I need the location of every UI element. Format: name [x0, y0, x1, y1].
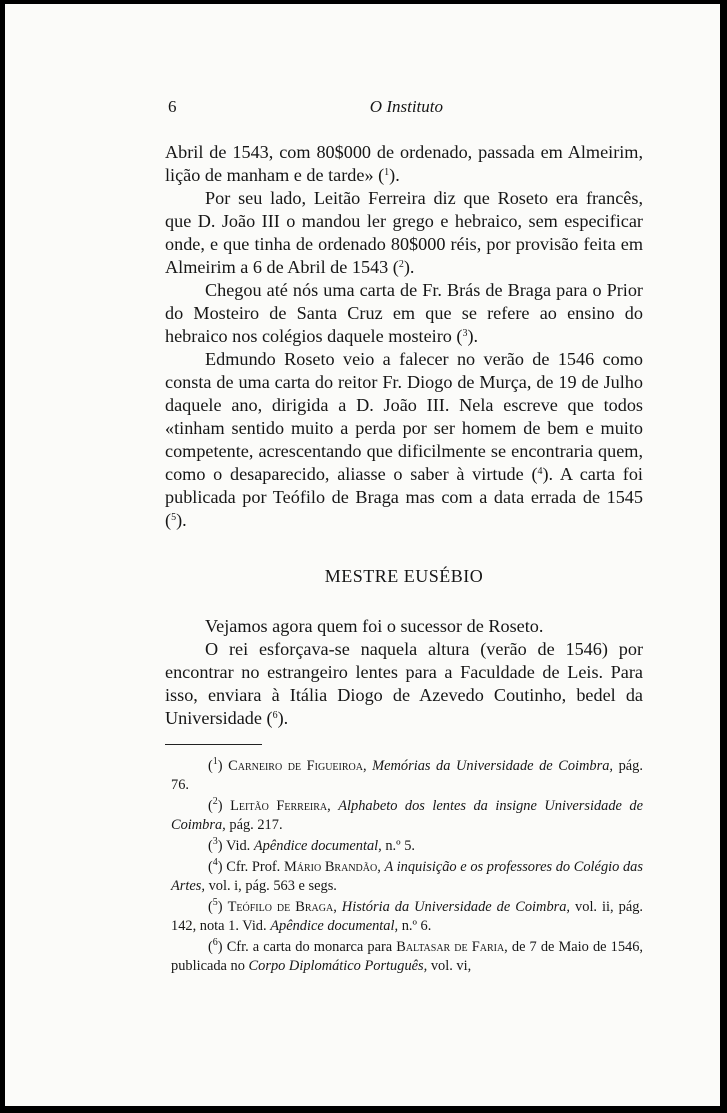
footnote-divider [165, 744, 262, 745]
footnote: ($^5$) Teófilo de Braga, História da Universidade de Coimbra, vol. ii, pág. 142, nota 1. Vid. Apêndice documental, n.º 6. [171, 897, 643, 934]
paragraph: Abril de 1543, com 80$000 de ordenado, passada em Almeirim, lição de manham e de tarde» ($^1$). [165, 142, 643, 185]
paragraph: O rei esforçava-se naquela altura (verão de 1546) por encontrar no estrangeiro lentes para a Faculdade de Leis. Para isso, enviara à Itália Diogo de Azevedo Coutinho, bedel da Universidade ($^6$). [165, 639, 643, 728]
running-title: O Instituto [369, 97, 443, 116]
main-text [165, 141, 643, 532]
footnote-ref[interactable]: 4 [537, 466, 543, 477]
paragraph: Chegou até nós uma carta de Fr. Brás de Braga para o Prior do Mosteiro de Santa Cruz em que se refere ao ensino do hebraico nos colégios daquele mosteiro ($^3$). [165, 280, 643, 346]
section-heading: MESTRE EUSÉBIO [324, 566, 484, 586]
paragraph: Edmundo Roseto veio a falecer no verão de 1546 como consta de uma carta do reitor Fr. Diogo de Murça, de 19 de Julho daquele ano, dirigida a D. João III. Nela escreve que todos «tinham sentido muito a perda por ser homem de bem e muito competente, acrescentando que dificilmente se encontraria quem, como o desaparecido, aliasse o saber à virtude ($^4$). A carta foi publicada por Teófilo de Braga mas com a data errada de 1545 ($^5$). [165, 349, 643, 530]
footnote: ($^4$) Cfr. Prof. Mário Brandão, A inquisição e os professores do Colégio das Artes, vol. i, pág. 563 e segs. [171, 857, 643, 894]
footnote: ($^1$) Carneiro de Figueiroa, Memórias da Universidade de Coimbra, pág. 76. [171, 756, 643, 793]
page-number: 6 [168, 97, 177, 116]
footnote-ref[interactable]: 2 [398, 259, 404, 270]
section-text [165, 615, 643, 730]
footnote: ($^6$) Cfr. a carta do monarca para Baltasar de Faria, de 7 de Maio de 1546, publicada no Corpo Diplomático Português, vol. vi, [171, 937, 643, 974]
paragraph: Por seu lado, Leitão Ferreira diz que Roseto era francês, que D. João III o mandou ler grego e hebraico, sem especificar onde, e que tinha de ordenado 80$000 réis, por provisão feita em Almeirim a 6 de Abril de 1543 ($^2$). [165, 188, 643, 277]
footnote: ($^2$) Leitão Ferreira, Alphabeto dos lentes da insigne Universidade de Coimbra, pág. 217. [171, 796, 643, 833]
footnotes [171, 757, 643, 978]
footnote-ref[interactable]: 5 [171, 512, 177, 523]
footnote-ref[interactable]: 3 [462, 328, 468, 339]
footnote-ref[interactable]: 1 [384, 167, 390, 178]
footnote-ref[interactable]: 6 [272, 710, 278, 721]
footnote: ($^3$) Vid. Apêndice documental, n.º 5. [208, 836, 416, 854]
paragraph: Vejamos agora quem foi o sucessor de Roseto. [205, 616, 544, 636]
book-page [5, 4, 720, 1106]
